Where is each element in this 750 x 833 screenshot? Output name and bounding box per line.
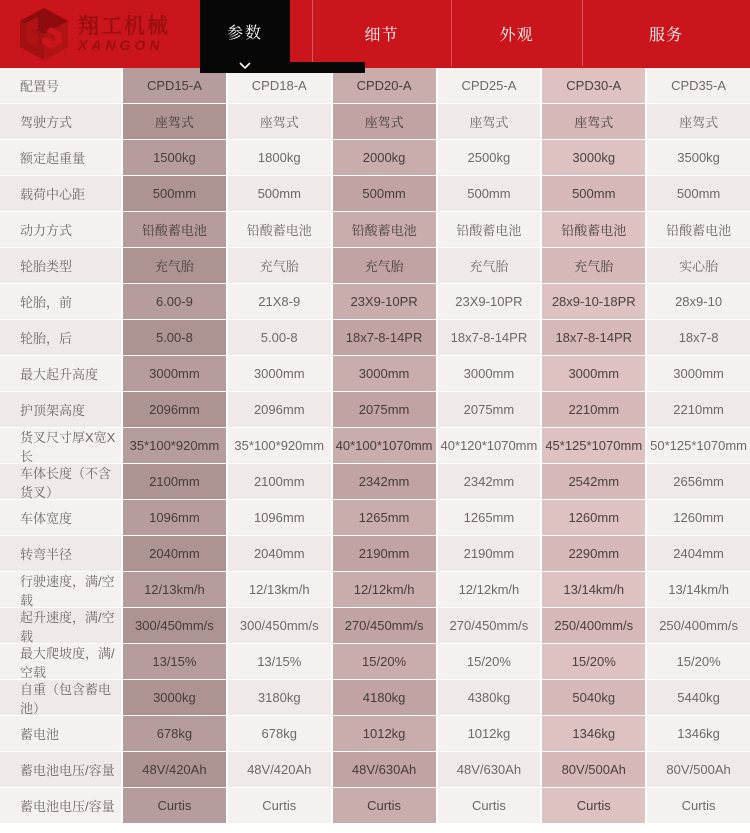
- spec-cell: 5040kg: [542, 680, 645, 715]
- spec-cell: 2040mm: [228, 536, 331, 571]
- spec-cell: 270/450mm/s: [333, 608, 436, 643]
- spec-cell: 座驾式: [438, 104, 541, 139]
- spec-cell: 3500kg: [647, 140, 750, 175]
- spec-cell: 12/12km/h: [333, 572, 436, 607]
- spec-cell: 1346kg: [542, 716, 645, 751]
- spec-cell: 50*125*1070mm: [647, 428, 750, 463]
- tab-parameters-label: 参数: [226, 24, 263, 42]
- spec-cell: 2656mm: [647, 464, 750, 499]
- spec-cell: 48V/630Ah: [438, 752, 541, 787]
- spec-cell: Curtis: [333, 788, 436, 823]
- spec-cell: 18x7-8-14PR: [438, 320, 541, 355]
- spec-cell: 28x9-10-18PR: [542, 284, 645, 319]
- spec-cell: 300/450mm/s: [123, 608, 226, 643]
- spec-cell: 2075mm: [438, 392, 541, 427]
- spec-cell: 15/20%: [542, 644, 645, 679]
- spec-cell: 2096mm: [228, 392, 331, 427]
- spec-cell: 1260mm: [647, 500, 750, 535]
- tab-appearance-label: 外观: [499, 26, 534, 44]
- spec-cell: 678kg: [228, 716, 331, 751]
- row-label: 载荷中心距: [0, 176, 121, 211]
- spec-cell: 3000mm: [123, 356, 226, 391]
- column-header-model: CPD15-A: [123, 68, 226, 103]
- spec-cell: 铅酸蓄电池: [333, 212, 436, 247]
- tab-parameters-underline: [200, 62, 365, 73]
- spec-cell: 2342mm: [438, 464, 541, 499]
- spec-cell: 1096mm: [228, 500, 331, 535]
- spec-cell: 座驾式: [228, 104, 331, 139]
- spec-cell: 3180kg: [228, 680, 331, 715]
- spec-cell: 2100mm: [123, 464, 226, 499]
- row-label: 驾驶方式: [0, 104, 121, 139]
- spec-cell: 80V/500Ah: [647, 752, 750, 787]
- spec-cell: 1800kg: [228, 140, 331, 175]
- brand-name-en: XANGON: [78, 36, 164, 53]
- spec-cell: 2190mm: [333, 536, 436, 571]
- spec-cell: 250/400mm/s: [647, 608, 750, 643]
- spec-cell: 500mm: [438, 176, 541, 211]
- spec-cell: 21X8-9: [228, 284, 331, 319]
- spec-cell: 13/14km/h: [647, 572, 750, 607]
- brand-name-cn: 翔工机械: [78, 14, 170, 38]
- spec-cell: 2500kg: [438, 140, 541, 175]
- spec-cell: Curtis: [123, 788, 226, 823]
- spec-cell: 2075mm: [333, 392, 436, 427]
- spec-cell: 3000mm: [333, 356, 436, 391]
- tab-service[interactable]: [582, 0, 750, 66]
- column-header-model: CPD35-A: [647, 68, 750, 103]
- spec-cell: 座驾式: [647, 104, 750, 139]
- spec-cell: 2100mm: [228, 464, 331, 499]
- column-header-model: CPD25-A: [438, 68, 541, 103]
- spec-cell: 23X9-10PR: [438, 284, 541, 319]
- spec-cell: 4380kg: [438, 680, 541, 715]
- spec-cell: 1012kg: [333, 716, 436, 751]
- spec-cell: 1012kg: [438, 716, 541, 751]
- spec-cell: 18x7-8: [647, 320, 750, 355]
- spec-cell: 座驾式: [542, 104, 645, 139]
- spec-cell: 18x7-8-14PR: [542, 320, 645, 355]
- column-header-model: CPD18-A: [228, 68, 331, 103]
- top-nav: [0, 0, 750, 68]
- spec-cell: 40*120*1070mm: [438, 428, 541, 463]
- row-label: 轮胎，后: [0, 320, 121, 355]
- row-label: 自重（包含蓄电池）: [0, 680, 121, 715]
- brand-logo[interactable]: [18, 7, 170, 61]
- row-label: 蓄电池电压/容量: [0, 752, 121, 787]
- spec-cell: 1096mm: [123, 500, 226, 535]
- spec-cell: 2210mm: [542, 392, 645, 427]
- row-label: 行驶速度，满/空载: [0, 572, 121, 607]
- spec-cell: 18x7-8-14PR: [333, 320, 436, 355]
- spec-cell: Curtis: [647, 788, 750, 823]
- row-label: 轮胎类型: [0, 248, 121, 283]
- spec-cell: 4180kg: [333, 680, 436, 715]
- spec-cell: 5.00-8: [123, 320, 226, 355]
- spec-cell: 500mm: [123, 176, 226, 211]
- spec-cell: 1265mm: [438, 500, 541, 535]
- row-label: 护顶架高度: [0, 392, 121, 427]
- spec-table: [0, 68, 750, 823]
- spec-cell: 1265mm: [333, 500, 436, 535]
- spec-cell: 28x9-10: [647, 284, 750, 319]
- row-label: 额定起重量: [0, 140, 121, 175]
- spec-cell: 1500kg: [123, 140, 226, 175]
- spec-cell: 充气胎: [123, 248, 226, 283]
- tab-parameters[interactable]: [200, 0, 290, 62]
- spec-cell: 铅酸蓄电池: [123, 212, 226, 247]
- chevron-down-icon: [233, 61, 257, 71]
- tab-appearance[interactable]: [451, 0, 582, 66]
- row-label: 最大起升高度: [0, 356, 121, 391]
- spec-cell: 2404mm: [647, 536, 750, 571]
- spec-cell: 铅酸蓄电池: [438, 212, 541, 247]
- column-header-model: CPD30-A: [542, 68, 645, 103]
- spec-cell: 3000mm: [438, 356, 541, 391]
- spec-cell: 13/15%: [228, 644, 331, 679]
- spec-cell: 5.00-8: [228, 320, 331, 355]
- spec-cell: 铅酸蓄电池: [647, 212, 750, 247]
- row-label: 车体宽度: [0, 500, 121, 535]
- row-label: 最大爬坡度，满/空载: [0, 644, 121, 679]
- spec-cell: 3000mm: [542, 356, 645, 391]
- tab-details[interactable]: [312, 0, 451, 66]
- spec-cell: 40*100*1070mm: [333, 428, 436, 463]
- row-label: 起升速度，满/空载: [0, 608, 121, 643]
- spec-cell: 270/450mm/s: [438, 608, 541, 643]
- spec-cell: 6.00-9: [123, 284, 226, 319]
- spec-cell: Curtis: [542, 788, 645, 823]
- spec-cell: 5440kg: [647, 680, 750, 715]
- brand-logo-text: [78, 16, 170, 53]
- column-header-model: CPD20-A: [333, 68, 436, 103]
- spec-cell: 13/14km/h: [542, 572, 645, 607]
- spec-cell: Curtis: [438, 788, 541, 823]
- row-label: 蓄电池: [0, 716, 121, 751]
- spec-cell: 充气胎: [333, 248, 436, 283]
- spec-cell: 2290mm: [542, 536, 645, 571]
- spec-cell: 500mm: [542, 176, 645, 211]
- spec-cell: 充气胎: [228, 248, 331, 283]
- spec-cell: 铅酸蓄电池: [542, 212, 645, 247]
- spec-cell: 铅酸蓄电池: [228, 212, 331, 247]
- tab-details-label: 细节: [364, 26, 399, 44]
- spec-cell: 2542mm: [542, 464, 645, 499]
- row-label: 货叉尺寸厚X宽X长: [0, 428, 121, 463]
- spec-cell: 充气胎: [438, 248, 541, 283]
- spec-cell: 15/20%: [333, 644, 436, 679]
- spec-cell: 3000kg: [542, 140, 645, 175]
- spec-cell: 48V/420Ah: [228, 752, 331, 787]
- spec-cell: 3000kg: [123, 680, 226, 715]
- spec-cell: 500mm: [333, 176, 436, 211]
- spec-cell: 678kg: [123, 716, 226, 751]
- spec-cell: 500mm: [647, 176, 750, 211]
- spec-cell: 1260mm: [542, 500, 645, 535]
- spec-cell: 250/400mm/s: [542, 608, 645, 643]
- spec-cell: 48V/630Ah: [333, 752, 436, 787]
- spec-cell: 3000mm: [228, 356, 331, 391]
- spec-cell: 13/15%: [123, 644, 226, 679]
- row-label: 轮胎，前: [0, 284, 121, 319]
- spec-cell: 实心胎: [647, 248, 750, 283]
- spec-cell: 2040mm: [123, 536, 226, 571]
- row-label: 蓄电池电压/容量: [0, 788, 121, 823]
- spec-cell: 2000kg: [333, 140, 436, 175]
- spec-cell: Curtis: [228, 788, 331, 823]
- spec-cell: 3000mm: [647, 356, 750, 391]
- spec-cell: 2342mm: [333, 464, 436, 499]
- row-label-header: 配置号: [0, 68, 121, 103]
- spec-cell: 12/13km/h: [123, 572, 226, 607]
- spec-cell: 48V/420Ah: [123, 752, 226, 787]
- spec-cell: 15/20%: [438, 644, 541, 679]
- spec-cell: 2096mm: [123, 392, 226, 427]
- spec-cell: 座驾式: [333, 104, 436, 139]
- spec-cell: 80V/500Ah: [542, 752, 645, 787]
- row-label: 动力方式: [0, 212, 121, 247]
- spec-cell: 2210mm: [647, 392, 750, 427]
- spec-cell: 12/12km/h: [438, 572, 541, 607]
- row-label: 转弯半径: [0, 536, 121, 571]
- row-label: 车体长度（不含货叉）: [0, 464, 121, 499]
- spec-cell: 座驾式: [123, 104, 226, 139]
- spec-cell: 45*125*1070mm: [542, 428, 645, 463]
- brand-cube-icon: [18, 7, 70, 61]
- spec-cell: 300/450mm/s: [228, 608, 331, 643]
- spec-cell: 23X9-10PR: [333, 284, 436, 319]
- spec-cell: 15/20%: [647, 644, 750, 679]
- spec-cell: 充气胎: [542, 248, 645, 283]
- spec-cell: 35*100*920mm: [123, 428, 226, 463]
- tab-service-label: 服务: [648, 26, 683, 44]
- spec-cell: 500mm: [228, 176, 331, 211]
- spec-cell: 2190mm: [438, 536, 541, 571]
- spec-cell: 35*100*920mm: [228, 428, 331, 463]
- spec-cell: 1346kg: [647, 716, 750, 751]
- spec-cell: 12/13km/h: [228, 572, 331, 607]
